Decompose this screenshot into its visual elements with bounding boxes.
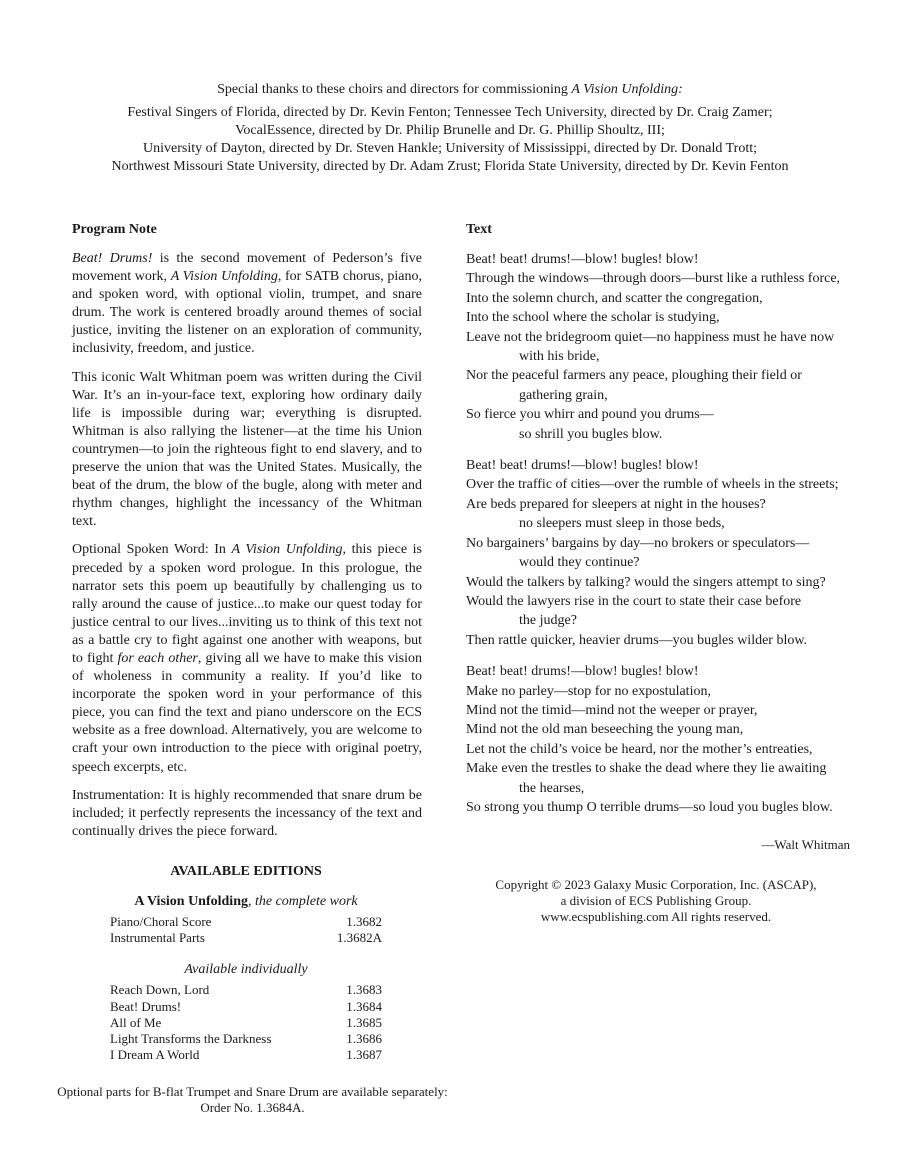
edition-row	[110, 1047, 382, 1063]
copyright-line: www.ecspublishing.com All rights reserved.	[540, 909, 772, 924]
poem-line: with his bride,	[519, 349, 600, 365]
poem-line: So fierce you whirr and pound you drums—	[466, 407, 714, 423]
optional-parts-line: Optional parts for B-flat Trumpet and Snare Drum are available separately:	[57, 1084, 448, 1099]
edition-code: 1.3682	[346, 914, 382, 929]
individual-heading: Available individually	[184, 962, 308, 978]
edition-name: I Dream A World	[110, 1047, 200, 1063]
program-note-paragraph-3: Optional Spoken Word: In A Vision Unfolding, this piece is preceded by a spoken word prologue. In this prologue, the narrator sets this poem up beautifully by challenging us to rally around the cause of justice...to make our quest today for justice central to our lives...inviting us to think of this text not as a battle cry to fight against one another with weapons, but to fight for each other, giving all we have to make this vision of wholeness in community a reality. If you’d like to incorporate the spoken word in your performance of this piece, you can find the text and piano underscore on the ECS website as a free download. Alternatively, you are welcome to craft your own introduction to the piece with original poetry, speech excerpts, etc.	[72, 542, 423, 775]
edition-code: 1.3683	[346, 982, 382, 998]
poem-text	[466, 220, 866, 853]
poem-author: —Walt Whitman	[761, 837, 850, 853]
edition-name: Light Transforms the Darkness	[110, 1031, 272, 1047]
complete-work-heading: A Vision Unfolding, the complete work	[134, 894, 358, 909]
commission-thanks	[40, 81, 860, 176]
poem-line: gathering grain,	[519, 387, 608, 403]
poem-line: Would the talkers by talking? would the singers attempt to sing?	[466, 574, 826, 590]
edition-row	[110, 982, 382, 998]
thanks-line: Festival Singers of Florida, directed by Dr. Kevin Fenton; Tennessee Tech University, directed by Dr. Craig Zamer;	[127, 105, 773, 120]
copyright-line: a division of ECS Publishing Group.	[560, 893, 752, 908]
stanza-2	[466, 456, 866, 650]
poem-line: Over the traffic of cities—over the rumble of wheels in the streets;	[466, 477, 839, 493]
thanks-line: Northwest Missouri State University, directed by Dr. Adam Zrust; Florida State University, directed by Dr. Kevin Fenton	[111, 159, 789, 174]
available-editions	[110, 864, 382, 1063]
edition-code: 1.3682A	[336, 930, 382, 946]
poem-line: No bargainers’ bargains by day—no brokers or speculators—	[466, 535, 810, 551]
edition-code: 1.3684	[346, 998, 382, 1014]
poem-line: Mind not the old man beseeching the young man,	[466, 722, 744, 738]
poem-line: Are beds prepared for sleepers at night in the houses?	[466, 496, 766, 512]
edition-name: Instrumental Parts	[110, 930, 205, 946]
edition-code: 1.3685	[346, 1014, 382, 1030]
poem-line: Would the lawyers rise in the court to state their case before	[466, 593, 802, 609]
edition-name: Beat! Drums!	[110, 998, 182, 1014]
order-number: Order No. 1.3684A.	[200, 1100, 305, 1115]
poem-line: Beat! beat! drums!—blow! bugles! blow!	[466, 458, 699, 474]
copyright-line: Copyright © 2023 Galaxy Music Corporation, Inc. (ASCAP),	[495, 877, 817, 892]
program-note-paragraph-1: Beat! Drums! is the second movement of Pederson’s five movement work, A Vision Unfolding, for SATB chorus, piano, and spoken word, with optional violin, trumpet, and snare drum. The work is centered broadly around themes of social justice, inviting the listener on an exploration of community, inclusivity, freedom, and justice.	[72, 251, 422, 357]
poem-line: Mind not the timid—mind not the weeper or prayer,	[466, 702, 758, 718]
thanks-line: VocalEssence, directed by Dr. Philip Brunelle and Dr. G. Phillip Shoultz, III;	[235, 123, 665, 138]
poem-line: Nor the peaceful farmers any peace, ploughing their field or	[466, 368, 802, 384]
poem-line: Then rattle quicker, heavier drums—you bugles wilder blow.	[466, 632, 808, 648]
program-note	[72, 220, 422, 851]
edition-name: All of Me	[110, 1014, 162, 1030]
program-note-paragraph-2: This iconic Walt Whitman poem was written during the Civil War. It’s an in-your-face text, exploring how ordinary daily life is impossible during war; everything is disrupted. Whitman is also rallying the listener—at the time his Union countrymen—to join the righteous fight to end slavery, and to preserve the union that was the United States. Musically, the beat of the drum, the blow of the bugle, along with meter and rhythm changes, highlight the incessancy of the Whitman text.	[72, 369, 422, 530]
poem-line: Make even the trestles to shake the dead where they lie awaiting	[466, 761, 827, 777]
edition-code: 1.3686	[346, 1031, 382, 1047]
edition-name: Reach Down, Lord	[110, 982, 210, 998]
edition-name: Piano/Choral Score	[110, 914, 212, 929]
poem-line: Leave not the bridegroom quiet—no happiness must he have now	[466, 329, 835, 345]
poem-line: So strong you thump O terrible drums—so loud you bugles blow.	[466, 799, 833, 815]
program-note-paragraph-4: Instrumentation: It is highly recommended that snare drum be included; it perfectly represents the incessancy of the text and continually drives the piece forward.	[72, 787, 422, 839]
poem-line: Into the school where the scholar is studying,	[466, 310, 720, 326]
edition-code: 1.3687	[346, 1047, 382, 1063]
poem-line: Through the windows—through doors—burst like a ruthless force,	[466, 271, 841, 287]
poem-line: the judge?	[519, 613, 577, 629]
poem-line: would they continue?	[519, 555, 640, 571]
poem-line: Let not the child’s voice be heard, nor the mother’s entreaties,	[466, 741, 813, 757]
stanza-1	[466, 250, 866, 444]
poem-line: Make no parley—stop for no expostulation,	[466, 683, 711, 699]
edition-row	[110, 930, 382, 946]
poem-line: the hearses,	[519, 780, 585, 796]
poem-line: Beat! beat! drums!—blow! bugles! blow!	[466, 664, 699, 680]
edition-row	[110, 914, 382, 930]
edition-row	[110, 1031, 382, 1047]
stanza-3	[466, 662, 866, 817]
text-heading: Text	[466, 222, 492, 237]
program-note-heading: Program Note	[72, 222, 157, 237]
edition-row	[110, 999, 382, 1015]
editions-heading: AVAILABLE EDITIONS	[170, 864, 322, 879]
poem-line: so shrill you bugles blow.	[519, 426, 663, 442]
copyright-notice	[466, 877, 846, 925]
thanks-line: University of Dayton, directed by Dr. Steven Hankle; University of Mississippi, directed by Dr. Donald Trott;	[143, 141, 757, 156]
edition-row	[110, 1015, 382, 1031]
thanks-lead: Special thanks to these choirs and directors for commissioning A Vision Unfolding:	[217, 82, 683, 97]
poem-line: no sleepers must sleep in those beds,	[519, 516, 725, 532]
poem-line: Beat! beat! drums!—blow! bugles! blow!	[466, 252, 699, 267]
optional-parts-note	[40, 1084, 465, 1116]
poem-line: Into the solemn church, and scatter the congregation,	[466, 290, 763, 306]
